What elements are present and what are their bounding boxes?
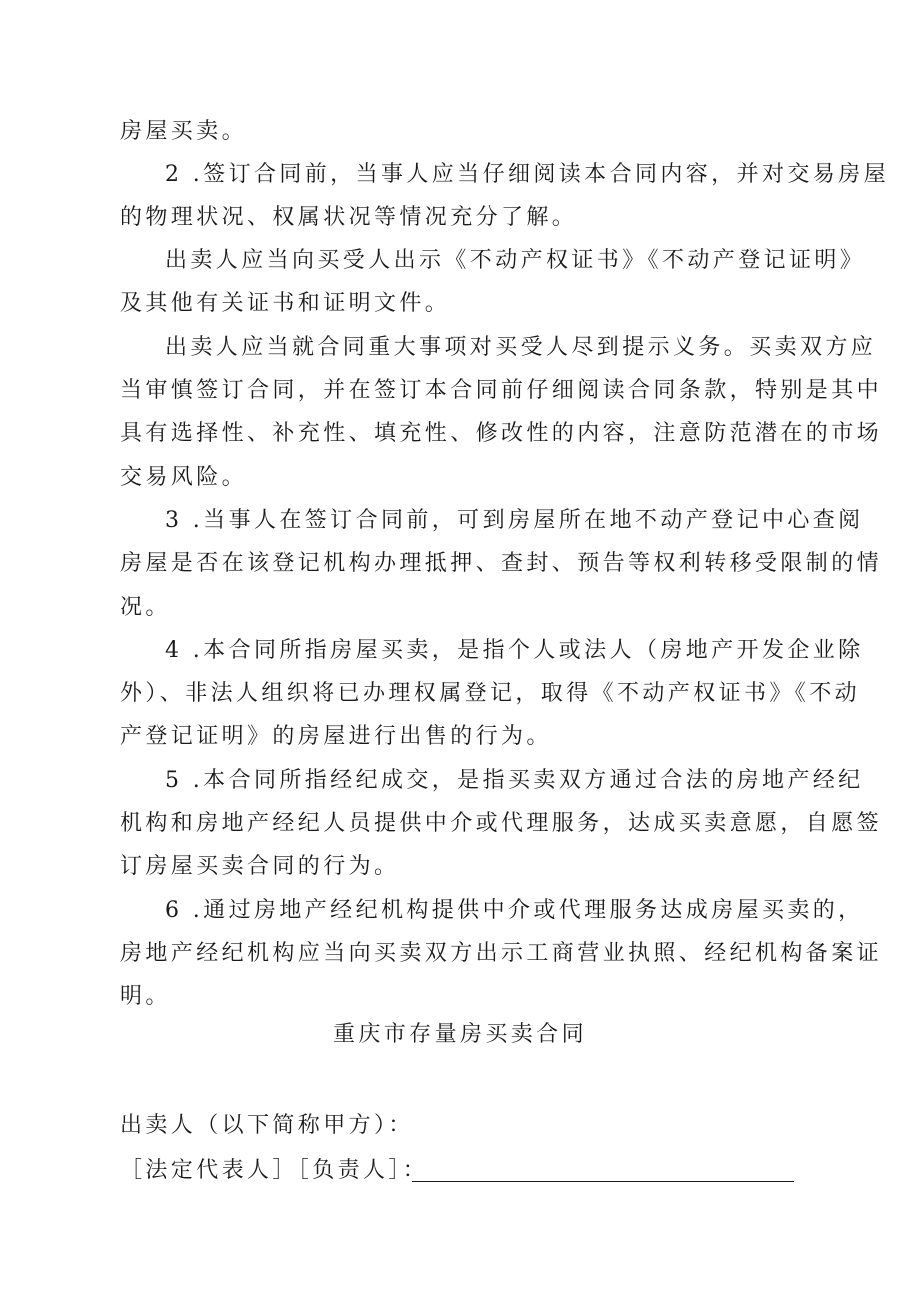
paragraph-line: 6 .通过房地产经纪机构提供中介或代理服务达成房屋买卖的， (165, 898, 864, 923)
paragraph-line: 5 .本合同所指经纪成交，是指买卖双方通过合法的房地产经纪 (165, 768, 864, 793)
paragraph-line: 交易风险。 (120, 465, 248, 490)
paragraph-line: 订房屋买卖合同的行为。 (120, 854, 400, 879)
paragraph-line: 房地产经纪机构应当向买卖双方出示工商营业执照、经纪机构备案证 (120, 941, 883, 966)
paragraph-line: 出卖人应当就合同重大事项对买受人尽到提示义务。买卖双方应 (165, 335, 877, 360)
paragraph-line: 及其他有关证书和证明文件。 (120, 291, 451, 316)
paragraph-line: 机构和房地产经纪人员提供中介或代理服务，达成买卖意愿，自愿签 (120, 811, 883, 836)
paragraph-line: 明。 (120, 984, 171, 1009)
paragraph-line: 当审慎签订合同，并在签订本合同前仔细阅读合同条款，特别是其中 (120, 378, 883, 403)
seller-label: 出卖人（以下简称甲方）： (120, 1113, 414, 1138)
paragraph-line: 房屋买卖。 (120, 119, 248, 144)
paragraph-line: 2 .签订合同前，当事人应当仔细阅读本合同内容，并对交易房屋 (165, 162, 889, 187)
paragraph-line: 具有选择性、补充性、填充性、修改性的内容，注意防范潜在的市场 (120, 421, 883, 446)
paragraph-line: 产登记证明》的房屋进行出售的行为。 (120, 724, 552, 749)
contract-title: 重庆市存量房买卖合同 (332, 1022, 587, 1047)
paragraph-line: 房屋是否在该登记机构办理抵押、查封、预告等权利转移受限制的情 (120, 551, 883, 576)
paragraph-line: 的物理状况、权属状况等情况充分了解。 (120, 205, 578, 230)
representative-label: ［法定代表人］［负责人］： (120, 1158, 429, 1183)
paragraph-line: 外）、非法人组织将已办理权属登记，取得《不动产权证书》《不动 (120, 681, 861, 706)
paragraph-line: 4 .本合同所指房屋买卖，是指个人或法人（房地产开发企业除 (165, 638, 864, 663)
paragraph-line: 3 .当事人在签订合同前，可到房屋所在地不动产登记中心查阅 (165, 508, 864, 533)
representative-blank-line[interactable] (412, 1181, 794, 1182)
paragraph-line: 出卖人应当向买受人出示《不动产权证书》《不动产登记证明》 (165, 248, 866, 273)
paragraph-line: 况。 (120, 595, 171, 620)
